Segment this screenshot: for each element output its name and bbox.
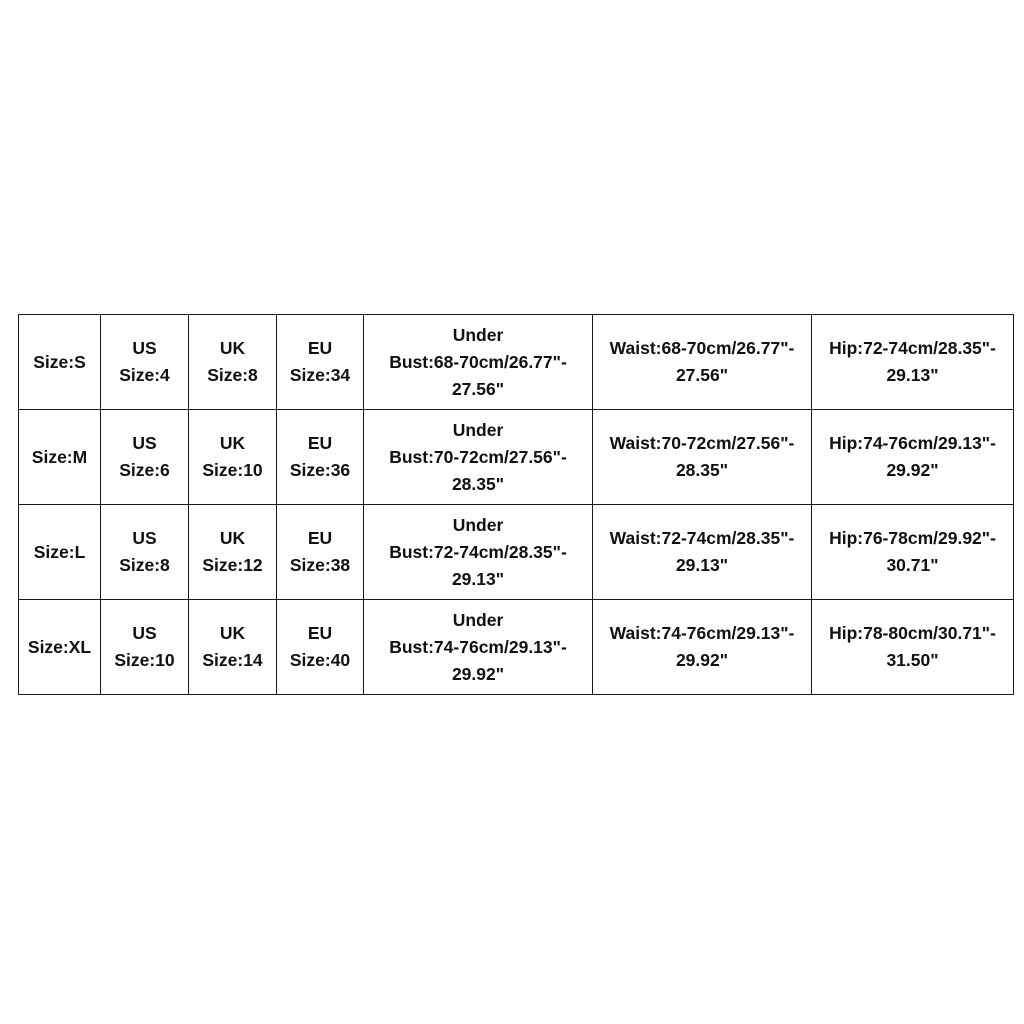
under-bust-cell: Under Bust:70-72cm/27.56"- 28.35" [364, 410, 593, 505]
size-cell: Size:L [19, 505, 101, 600]
uk-size-cell: UK Size:14 [189, 600, 277, 695]
waist-cell: Waist:74-76cm/29.13"- 29.92" [593, 600, 812, 695]
hip-cell: Hip:74-76cm/29.13"- 29.92" [812, 410, 1014, 505]
us-size-cell: US Size:8 [101, 505, 189, 600]
us-size-cell: US Size:4 [101, 315, 189, 410]
uk-size-cell: UK Size:10 [189, 410, 277, 505]
waist-cell: Waist:72-74cm/28.35"- 29.13" [593, 505, 812, 600]
us-size-cell: US Size:6 [101, 410, 189, 505]
under-bust-cell: Under Bust:74-76cm/29.13"- 29.92" [364, 600, 593, 695]
table-row-size-xl [19, 600, 1014, 695]
hip-cell: Hip:78-80cm/30.71"- 31.50" [812, 600, 1014, 695]
eu-size-cell: EU Size:34 [277, 315, 364, 410]
hip-cell: Hip:72-74cm/28.35"- 29.13" [812, 315, 1014, 410]
table-row-size-m [19, 410, 1014, 505]
size-cell: Size:M [19, 410, 101, 505]
waist-cell: Waist:70-72cm/27.56"- 28.35" [593, 410, 812, 505]
hip-cell: Hip:76-78cm/29.92"- 30.71" [812, 505, 1014, 600]
eu-size-cell: EU Size:40 [277, 600, 364, 695]
uk-size-cell: UK Size:12 [189, 505, 277, 600]
waist-cell: Waist:68-70cm/26.77"- 27.56" [593, 315, 812, 410]
table-row-size-s [19, 315, 1014, 410]
under-bust-cell: Under Bust:72-74cm/28.35"- 29.13" [364, 505, 593, 600]
table-row-size-l [19, 505, 1014, 600]
eu-size-cell: EU Size:38 [277, 505, 364, 600]
uk-size-cell: UK Size:8 [189, 315, 277, 410]
us-size-cell: US Size:10 [101, 600, 189, 695]
under-bust-cell: Under Bust:68-70cm/26.77"- 27.56" [364, 315, 593, 410]
size-cell: Size:S [19, 315, 101, 410]
size-chart-table [18, 314, 1014, 695]
eu-size-cell: EU Size:36 [277, 410, 364, 505]
size-cell: Size:XL [19, 600, 101, 695]
